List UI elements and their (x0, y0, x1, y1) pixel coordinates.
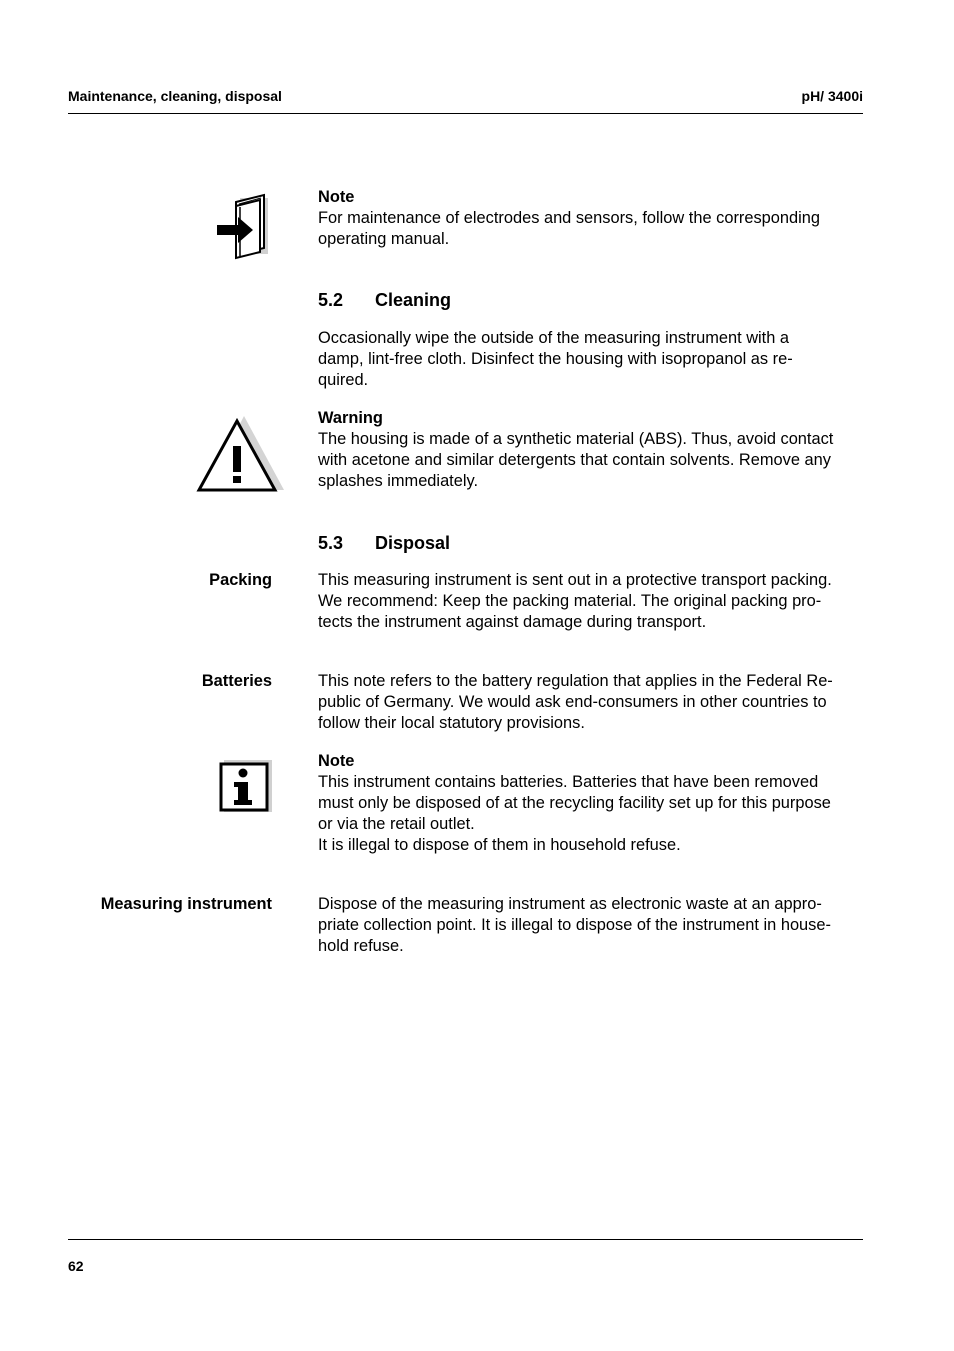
warning-text (318, 429, 868, 492)
section-number: 5.3 (318, 533, 344, 553)
running-header-title: Maintenance, cleaning, disposal (68, 88, 282, 104)
packing-paragraph (318, 570, 868, 633)
warning-title: Warning (318, 409, 383, 427)
warning-triangle-icon (196, 412, 286, 494)
cleaning-paragraph (318, 328, 868, 391)
warning-line: with acetone and similar detergents that contain solvents. Remove any (318, 451, 831, 469)
header-rule (68, 113, 863, 114)
footer-rule (68, 1239, 863, 1240)
paragraph-line: hold refuse. (318, 937, 404, 955)
batteries-paragraph (318, 671, 868, 734)
margin-label-measuring-instrument: Measuring instrument (100, 895, 272, 913)
note-text (318, 208, 868, 250)
note-line: This instrument contains batteries. Batteries that have been removed (318, 773, 819, 791)
note-line: It is illegal to dispose of them in household refuse. (318, 836, 681, 854)
section-title: Cleaning (375, 290, 452, 310)
note-line: For maintenance of electrodes and sensors, follow the corresponding (318, 209, 821, 227)
note-text (318, 772, 868, 856)
paragraph-line: This note refers to the battery regulation that applies in the Federal Re- (318, 672, 833, 690)
paragraph-line: quired. (318, 371, 369, 389)
info-icon (218, 758, 274, 814)
warning-line: splashes immediately. (318, 472, 479, 490)
note-line: operating manual. (318, 230, 450, 248)
section-heading-cleaning (318, 289, 451, 311)
manual-reference-icon (214, 192, 274, 260)
warning-line: The housing is made of a synthetic material (ABS). Thus, avoid contact (318, 430, 834, 448)
margin-label-batteries: Batteries (201, 672, 272, 690)
note-line: must only be disposed of at the recycling facility set up for this purpose (318, 794, 831, 812)
paragraph-line: tects the instrument against damage during transport. (318, 613, 707, 631)
paragraph-line: Dispose of the measuring instrument as electronic waste at an appro- (318, 895, 822, 913)
section-number: 5.2 (318, 290, 344, 310)
paragraph-line: priate collection point. It is illegal to dispose of the instrument in house- (318, 916, 831, 934)
measuring-instrument-paragraph (318, 894, 868, 957)
note-title: Note (318, 752, 355, 770)
margin-label-packing: Packing (209, 571, 272, 589)
note-line: or via the retail outlet. (318, 815, 475, 833)
note-title: Note (318, 188, 355, 206)
paragraph-line: Occasionally wipe the outside of the measuring instrument with a (318, 329, 790, 347)
running-header-product: pH/ 3400i (801, 88, 863, 104)
section-title: Disposal (375, 533, 451, 553)
paragraph-line: We recommend: Keep the packing material. The original packing pro- (318, 592, 822, 610)
paragraph-line: damp, lint-free cloth. Disinfect the housing with isopropanol as re- (318, 350, 793, 368)
paragraph-line: follow their local statutory provisions. (318, 714, 585, 732)
page-number: 62 (68, 1258, 84, 1274)
paragraph-line: public of Germany. We would ask end-consumers in other countries to (318, 693, 827, 711)
section-heading-disposal (318, 532, 450, 554)
paragraph-line: This measuring instrument is sent out in a protective transport packing. (318, 571, 832, 589)
